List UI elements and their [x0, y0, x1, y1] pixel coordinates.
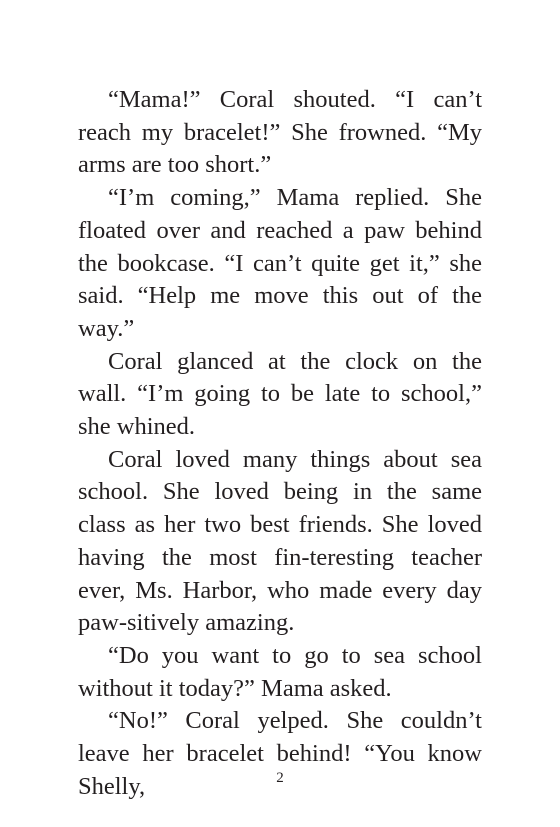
page-number: 2 [276, 770, 284, 786]
paragraph: Coral loved many things about sea school. She loved being in the same class as her two best friends. She loved having the most fin-teresting teacher ever, Ms. Harbor, who made every day paw-sitively amazing. [78, 445, 482, 637]
paragraph: Coral glanced at the clock on the wall. “I’m going to be late to school,” she whined. [78, 347, 482, 441]
paragraph: “Do you want to go to sea school without it today?” Mama asked. [78, 641, 482, 702]
paragraph: “I’m coming,” Mama replied. She floated over and reached a paw behind the bookcase. “I can’t quite get it,” she said. “Help me move this out of the way.” [78, 184, 482, 342]
paragraph: “Mama!” Coral shouted. “I can’t reach my bracelet!” She frowned. “My arms are too short.” [78, 86, 482, 179]
body-text [78, 84, 482, 803]
paragraph: “No!” Coral yelped. She couldn’t leave her bracelet behind! “You know Shelly, [78, 707, 482, 800]
